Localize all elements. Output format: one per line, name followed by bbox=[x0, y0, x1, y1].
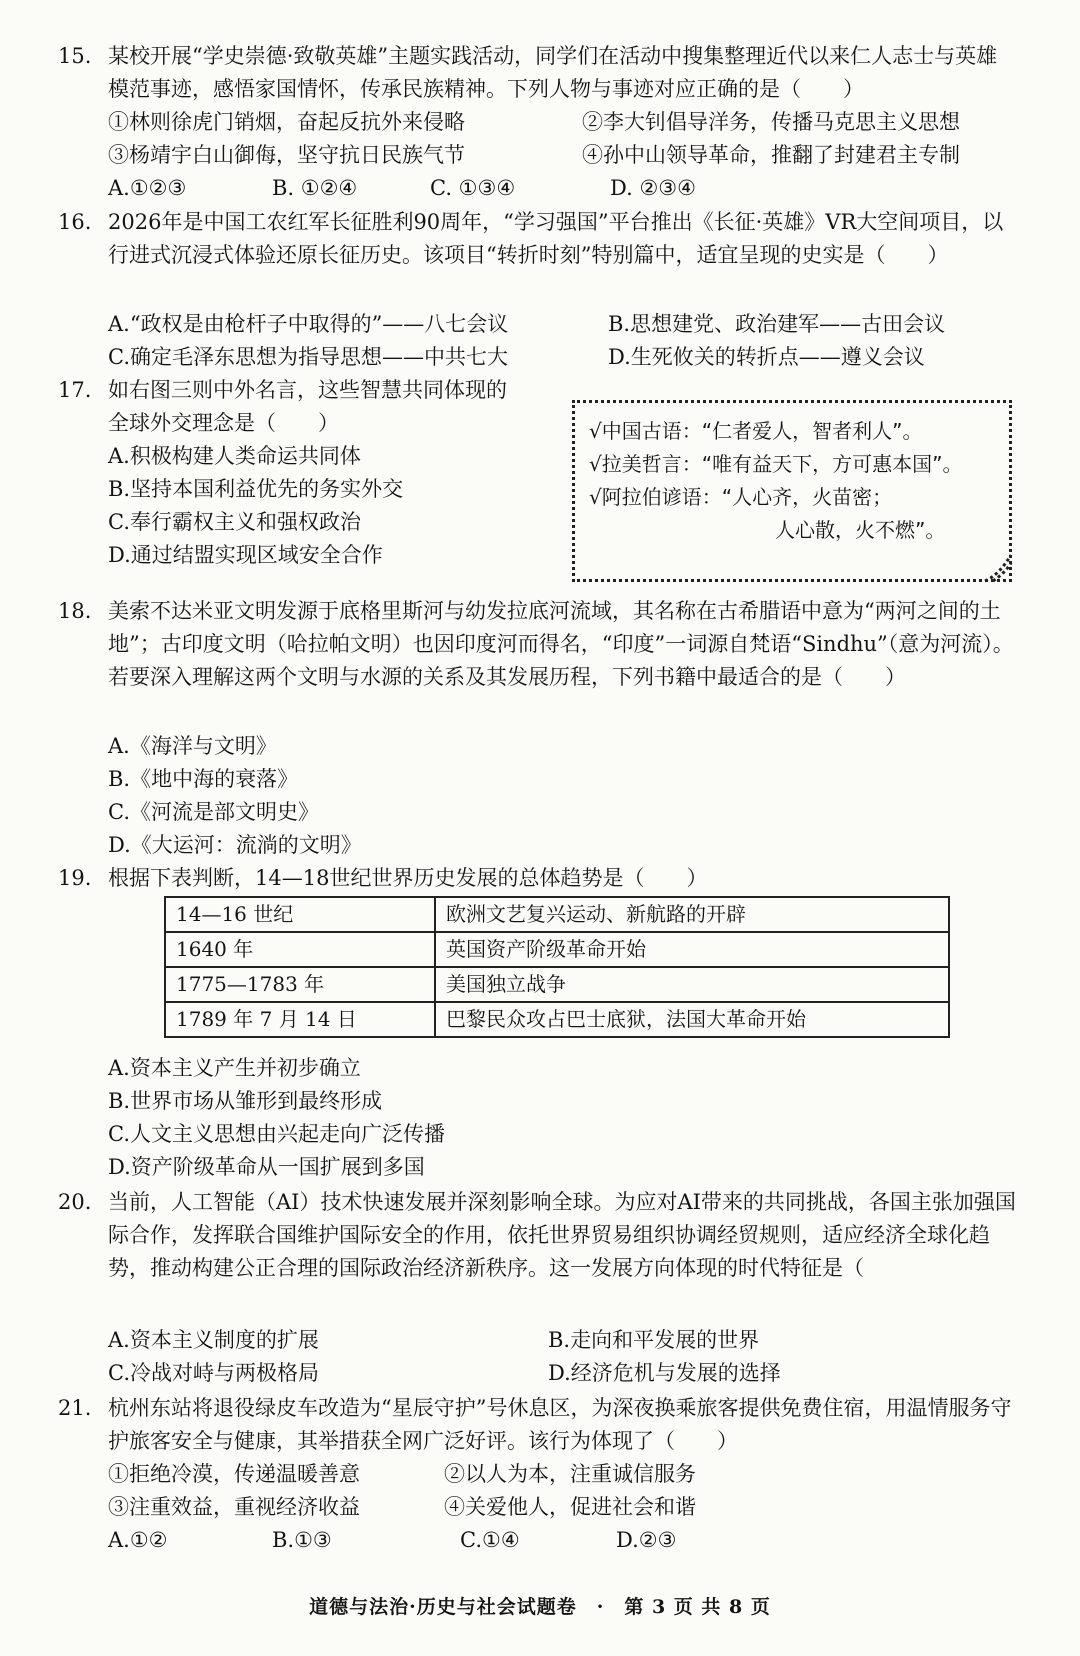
question-number: 16. bbox=[58, 210, 92, 234]
table-cell: 英国资产阶级革命开始 bbox=[435, 932, 949, 967]
table-row bbox=[165, 1002, 949, 1037]
option-c: C.《河流是部文明史》 bbox=[108, 800, 319, 824]
question-18 bbox=[58, 595, 1018, 694]
option-b: B.《地中海的衰落》 bbox=[108, 767, 299, 791]
question-number: 15. bbox=[58, 44, 92, 68]
statement-item: ①拒绝冷漠，传递温暖善意 bbox=[108, 1462, 360, 1486]
option-d: D.经济危机与发展的选择 bbox=[548, 1361, 781, 1385]
quote-line: √中国古语：“仁者爱人，智者利人”。 bbox=[589, 419, 923, 443]
option-a: A.①② bbox=[108, 1528, 168, 1552]
quote-line: 人心散，火不燃”。 bbox=[775, 518, 946, 542]
option-c: C.确定毛泽东思想为指导思想——中共七大 bbox=[108, 345, 508, 369]
question-19 bbox=[58, 862, 1018, 895]
question-21 bbox=[58, 1392, 1018, 1458]
table-row bbox=[165, 897, 949, 932]
page-footer: 道德与法治·历史与社会试题卷 · 第 3 页 共 8 页 bbox=[309, 1596, 771, 1618]
history-table bbox=[164, 896, 950, 1038]
option-c: C. ①③④ bbox=[430, 176, 516, 200]
table-cell: 巴黎民众攻占巴士底狱，法国大革命开始 bbox=[435, 1002, 949, 1037]
option-d: D.《大运河：流淌的文明》 bbox=[108, 833, 362, 857]
option-b: B.①③ bbox=[272, 1528, 332, 1552]
question-stem: 根据下表判断，14—18世纪世界历史发展的总体趋势是（ ） bbox=[108, 866, 708, 890]
question-stem: 美索不达米亚文明发源于底格里斯河与幼发拉底河流域，其名称在古希腊语中意为“两河之间的土地”；古印度文明（哈拉帕文明）也因印度河而得名，“印度”一词源自梵语“Sindhu”（意为河流）。若要深入理解这两个文明与水源的关系及其发展历程，下列书籍中最适合的是（ ） bbox=[108, 599, 1014, 689]
question-number: 17. bbox=[58, 378, 92, 402]
option-b: B.思想建党、政治建军——古田会议 bbox=[608, 312, 946, 336]
quote-line: √阿拉伯谚语：“人心齐，火苗密； bbox=[589, 485, 893, 509]
question-stem: 全球外交理念是（ ） bbox=[108, 411, 339, 435]
table-cell: 14—16 世纪 bbox=[165, 897, 435, 932]
question-number: 18. bbox=[58, 599, 92, 623]
option-c: C.人文主义思想由兴起走向广泛传播 bbox=[108, 1122, 445, 1146]
quote-line: √拉美哲言：“唯有益天下，方可惠本国”。 bbox=[589, 452, 963, 476]
option-a: A.“政权是由枪杆子中取得的”——八七会议 bbox=[108, 312, 509, 336]
option-d: D.生死攸关的转折点——遵义会议 bbox=[608, 345, 925, 369]
question-stem: 如右图三则中外名言，这些智慧共同体现的 bbox=[108, 378, 507, 402]
option-b: B.走向和平发展的世界 bbox=[548, 1328, 760, 1352]
question-20 bbox=[58, 1186, 1018, 1285]
option-a: A.①②③ bbox=[108, 176, 187, 200]
statement-item: ②以人为本，注重诚信服务 bbox=[444, 1462, 696, 1486]
option-b: B.坚持本国利益优先的务实外交 bbox=[108, 477, 404, 501]
option-a: A.《海洋与文明》 bbox=[108, 734, 277, 758]
statement-item: ④关爱他人，促进社会和谐 bbox=[444, 1495, 696, 1519]
question-number: 20. bbox=[58, 1190, 92, 1214]
option-c: C.冷战对峙与两极格局 bbox=[108, 1361, 319, 1385]
option-d: D.②③ bbox=[616, 1528, 677, 1552]
option-a: A.积极构建人类命运共同体 bbox=[108, 444, 361, 468]
question-number: 21. bbox=[58, 1396, 92, 1420]
question-16 bbox=[58, 206, 1018, 272]
statement-item: ③注重效益，重视经济收益 bbox=[108, 1495, 360, 1519]
page-curl-icon bbox=[983, 553, 1013, 583]
question-number: 19. bbox=[58, 866, 92, 890]
table-row bbox=[165, 932, 949, 967]
statement-item: ③杨靖宇白山御侮，坚守抗日民族气节 bbox=[108, 143, 465, 167]
option-b: B.世界市场从雏形到最终形成 bbox=[108, 1089, 383, 1113]
option-d: D.通过结盟实现区域安全合作 bbox=[108, 543, 383, 567]
option-b: B. ①②④ bbox=[272, 176, 358, 200]
option-d: D. ②③④ bbox=[610, 176, 696, 200]
option-d: D.资产阶级革命从一国扩展到多国 bbox=[108, 1155, 425, 1179]
option-c: C.奉行霸权主义和强权政治 bbox=[108, 510, 361, 534]
statement-item: ④孙中山领导革命，推翻了封建君主专制 bbox=[582, 143, 960, 167]
table-cell: 欧洲文艺复兴运动、新航路的开辟 bbox=[435, 897, 949, 932]
option-a: A.资本主义制度的扩展 bbox=[108, 1328, 319, 1352]
statement-item: ①林则徐虎门销烟，奋起反抗外来侵略 bbox=[108, 110, 465, 134]
table-row bbox=[165, 967, 949, 1002]
question-stem: 当前，人工智能（AI）技术快速发展并深刻影响全球。为应对AI带来的共同挑战，各国主张加强国际合作，发挥联合国维护国际安全的作用，依托世界贸易组织协调经贸规则，适应经济全球化趋势，推动构建公正合理的国际政治经济新秩序。这一发展方向体现的时代特征是（ bbox=[108, 1190, 1016, 1280]
question-stem: 杭州东站将退役绿皮车改造为“星辰守护”号休息区，为深夜换乘旅客提供免费住宿，用温情服务守护旅客安全与健康，其举措获全网广泛好评。该行为体现了（ ） bbox=[108, 1396, 1012, 1453]
question-15 bbox=[58, 40, 1018, 106]
table-cell: 1775—1783 年 bbox=[165, 967, 435, 1002]
table-cell: 1640 年 bbox=[165, 932, 435, 967]
option-c: C.①④ bbox=[460, 1528, 520, 1552]
statement-item: ②李大钊倡导洋务，传播马克思主义思想 bbox=[582, 110, 960, 134]
question-stem: 2026年是中国工农红军长征胜利90周年，“学习强国”平台推出《长征·英雄》VR大空间项目，以行进式沉浸式体验还原长征历史。该项目“转折时刻”特别篇中，适宜呈现的史实是（ ） bbox=[108, 210, 1004, 267]
quotes-box bbox=[572, 400, 1012, 582]
option-a: A.资本主义产生并初步确立 bbox=[108, 1056, 361, 1080]
table-cell: 1789 年 7 月 14 日 bbox=[165, 1002, 435, 1037]
question-stem: 某校开展“学史崇德·致敬英雄”主题实践活动，同学们在活动中搜集整理近代以来仁人志士与英雄模范事迹，感悟家国情怀，传承民族精神。下列人物与事迹对应正确的是（ ） bbox=[108, 44, 998, 101]
table-cell: 美国独立战争 bbox=[435, 967, 949, 1002]
